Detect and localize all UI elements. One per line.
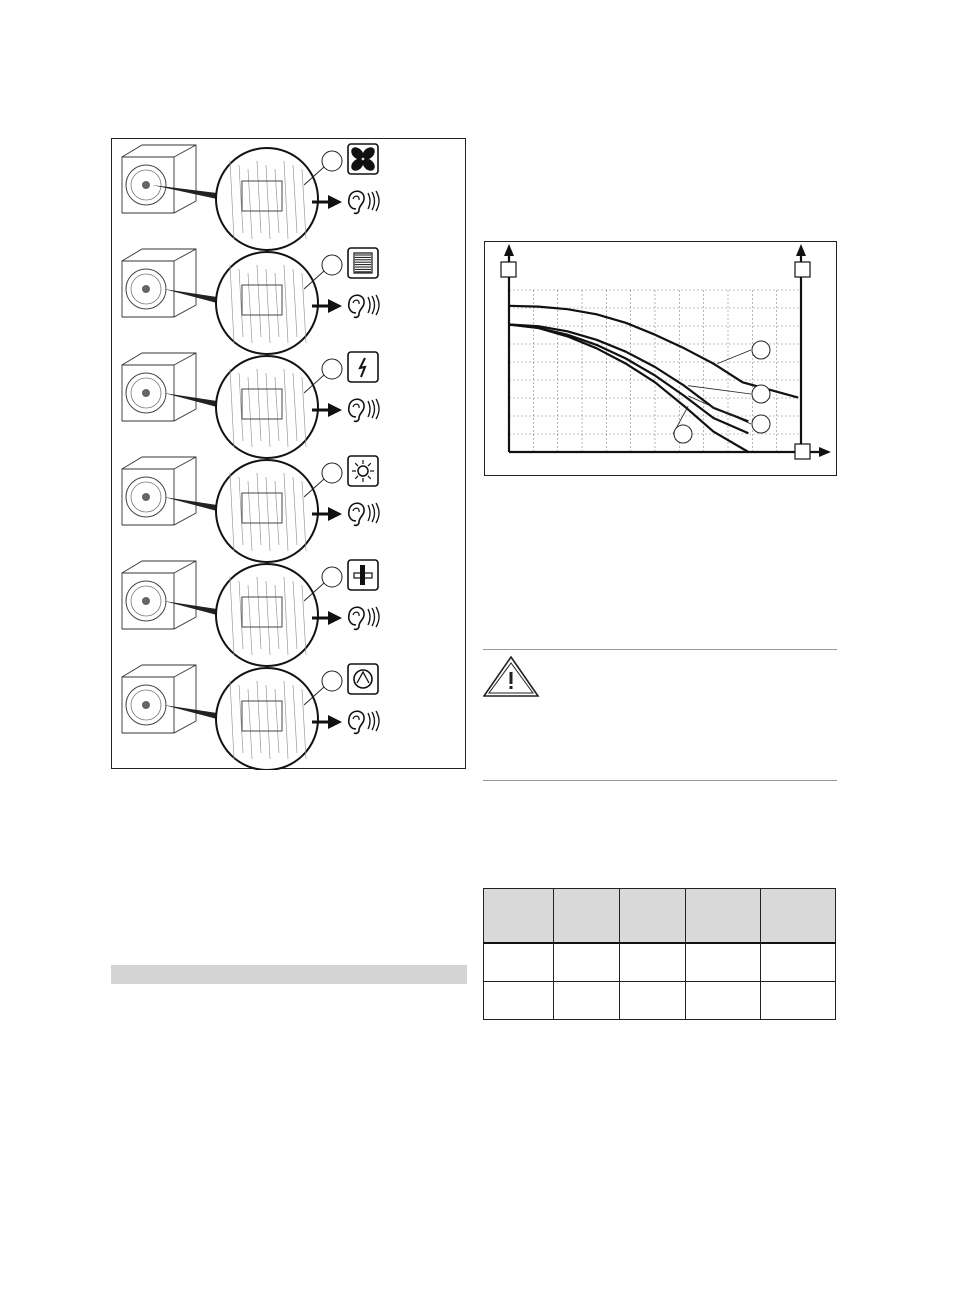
table-row (484, 943, 836, 982)
component-row (122, 144, 379, 250)
detail-magnifier (216, 148, 318, 250)
outdoor-unit-drawing (122, 249, 196, 317)
component-sound-figure (111, 138, 466, 769)
table-cell (685, 943, 761, 982)
arrow-head (328, 403, 342, 417)
ear-sound-icon (349, 295, 379, 317)
series-callout-circle (752, 415, 770, 433)
table-header-row (484, 889, 836, 944)
y-axis-left-arrow (504, 244, 514, 256)
electrical-icon (348, 352, 378, 382)
ear-sound-icon (349, 711, 379, 733)
table-cell (484, 943, 554, 982)
table-cell (761, 943, 836, 982)
table-cell (761, 982, 836, 1020)
pump-curve-chart (484, 241, 837, 476)
table-header-cell (685, 889, 761, 944)
valve-icon (348, 560, 378, 590)
component-illustrations (112, 139, 467, 770)
series-callout-circle (752, 341, 770, 359)
component-row (122, 456, 379, 562)
outdoor-unit-drawing (122, 353, 196, 421)
detail-magnifier (216, 460, 318, 562)
y-axis-right-label-box (795, 262, 810, 277)
fan-icon (348, 144, 378, 174)
callout-circle (322, 255, 342, 275)
arrow-head (328, 507, 342, 521)
table-header-cell (619, 889, 685, 944)
compressor-icon (348, 664, 378, 694)
table-cell (553, 982, 619, 1020)
outdoor-unit-drawing (122, 561, 196, 629)
warning-box (483, 649, 837, 781)
section-heading-bar (111, 965, 467, 984)
table-row (484, 982, 836, 1020)
detail-magnifier (216, 356, 318, 458)
component-row (122, 664, 379, 770)
detail-magnifier (216, 252, 318, 354)
table-cell (619, 982, 685, 1020)
outdoor-unit-drawing (122, 145, 196, 213)
heat-exchanger-icon (348, 248, 378, 278)
series-line-4 (509, 325, 748, 453)
data-table (483, 888, 836, 1020)
arrow-head (328, 611, 342, 625)
arrow-head (328, 299, 342, 313)
series-callout-leader (717, 350, 751, 364)
x-axis-arrow (819, 447, 831, 457)
y-axis-left-label-box (501, 262, 516, 277)
table-cell (553, 943, 619, 982)
callout-circle (322, 567, 342, 587)
ear-sound-icon (349, 503, 379, 525)
warning-triangle-icon (483, 654, 543, 704)
ear-sound-icon (349, 399, 379, 421)
table-cell (484, 982, 554, 1020)
callout-circle (322, 463, 342, 483)
outdoor-unit-drawing (122, 457, 196, 525)
table-cell (619, 943, 685, 982)
expansion-valve-icon (348, 456, 378, 486)
callout-circle (322, 671, 342, 691)
table-header-cell (484, 889, 554, 944)
component-row (122, 560, 379, 666)
component-row (122, 248, 379, 354)
callout-circle (322, 151, 342, 171)
series-callout-circle (674, 425, 692, 443)
arrow-head (328, 195, 342, 209)
detail-magnifier (216, 564, 318, 666)
chart-canvas (485, 242, 838, 477)
detail-magnifier (216, 668, 318, 770)
series-callout-leader (688, 386, 751, 394)
table-header-cell (761, 889, 836, 944)
table-cell (685, 982, 761, 1020)
outdoor-unit-drawing (122, 665, 196, 733)
ear-sound-icon (349, 607, 379, 629)
ear-sound-icon (349, 191, 379, 213)
arrow-head (328, 715, 342, 729)
table-header-cell (553, 889, 619, 944)
callout-circle (322, 359, 342, 379)
x-axis-label-box (795, 444, 810, 459)
component-row (122, 352, 379, 458)
series-callout-circle (752, 385, 770, 403)
series-line-3 (509, 325, 748, 434)
y-axis-right-arrow (796, 244, 806, 256)
